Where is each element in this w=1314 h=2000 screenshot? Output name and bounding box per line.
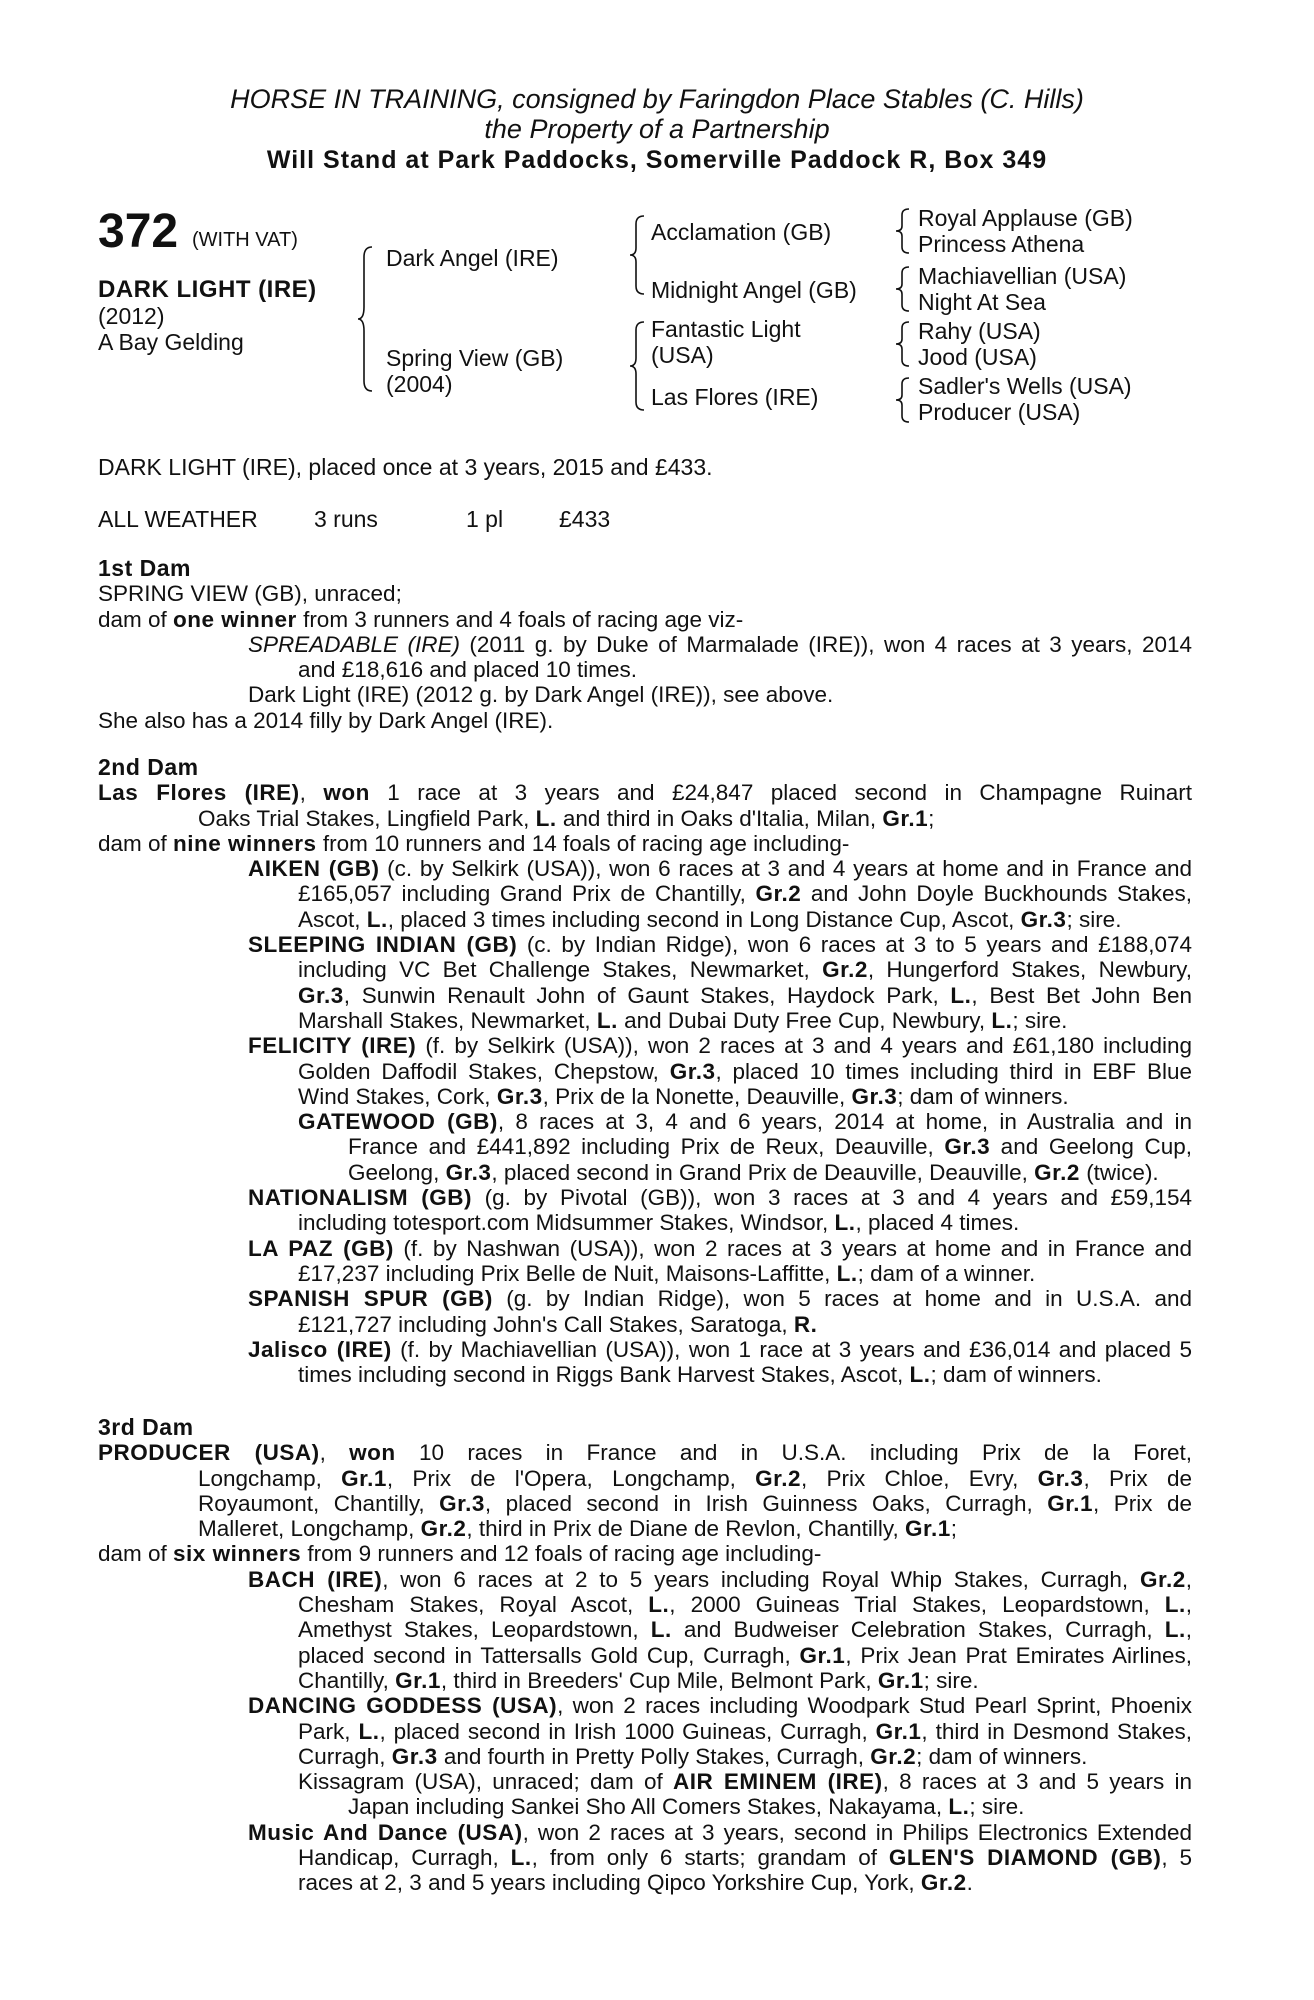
- second-dam-line: [98, 957, 1192, 982]
- third-dam-text-run: placed second in Tattersalls Gold Cup, Curragh,: [298, 1642, 800, 1668]
- second-dam-text-run: SPANISH SPUR (GB): [248, 1286, 493, 1312]
- pedigree-brace-main: [358, 245, 380, 393]
- third-dam-heading: 3rd Dam: [98, 1414, 194, 1440]
- second-dam-text-run: Gr.3: [445, 1159, 492, 1185]
- third-dam-text-run: ; dam of winners.: [916, 1743, 1088, 1769]
- third-dam-text-run: Gr.1: [877, 1667, 924, 1693]
- third-dam-text-run: L.: [650, 1617, 672, 1643]
- third-dam-text-run: .: [966, 1870, 973, 1896]
- third-dam-text-run: Curragh,: [298, 1743, 392, 1769]
- consignor-line: HORSE IN TRAINING, consigned by Faringdon Place Stables (C. Hills): [230, 84, 1084, 114]
- second-dam-line: [98, 1033, 1192, 1058]
- horse-description: A Bay Gelding: [98, 329, 244, 355]
- first-dam-line: [98, 607, 1192, 632]
- third-dam-line: [98, 1592, 1192, 1617]
- second-dam-text-run: from 10 runners and 14 foals of racing age including-: [316, 830, 850, 856]
- third-dam-line: [98, 1769, 1192, 1794]
- third-dam-text-run: ; sire.: [969, 1794, 1025, 1820]
- second-dam-text-run: ; sire.: [1012, 1007, 1068, 1033]
- third-dam-text-run: DANCING GODDESS (USA): [248, 1693, 558, 1719]
- third-dam-text-run: , placed second in Irish 1000 Guineas, Curragh,: [379, 1718, 876, 1744]
- pedigree-brace-gen3-4: [895, 376, 913, 424]
- third-dam-text-run: six winners: [173, 1541, 302, 1567]
- second-dam-text-run: , Hungerford Stakes, Newbury,: [867, 957, 1192, 983]
- third-dam-text-run: Gr.3: [1037, 1465, 1084, 1491]
- second-dam-text-run: Marshall Stakes, Newmarket,: [298, 1007, 597, 1033]
- third-dam-text-run: , third in Prix de Diane de Revlon, Chantilly,: [466, 1516, 905, 1542]
- third-dam-text-run: , Prix Chloe, Evry,: [800, 1465, 1038, 1491]
- third-dam-text-run: , Prix de: [1093, 1490, 1192, 1516]
- third-dam-text-run: and Budweiser Celebration Stakes, Curragh,: [671, 1617, 1165, 1643]
- second-dam-text-run: Gr.3: [298, 982, 344, 1008]
- second-dam-text-run: (f. by Selkirk (USA)), won 2 races at 3 and 4 years and £61,180 including: [416, 1033, 1192, 1059]
- third-dam-text-run: Gr.2: [1139, 1566, 1186, 1592]
- dam-name: Spring View (GB): [386, 345, 564, 371]
- third-dam-text-run: ,: [1185, 1592, 1192, 1618]
- second-dam-text-run: ; dam of winners.: [897, 1083, 1069, 1109]
- third-dam-section: [98, 1415, 1192, 1896]
- third-dam-line: [98, 1845, 1192, 1870]
- third-dam-text-run: Malleret, Longchamp,: [198, 1516, 421, 1542]
- gen3-ds-sire: Rahy (USA): [918, 318, 1041, 344]
- second-dam-text-run: and third in Oaks d'Italia, Milan,: [556, 805, 883, 831]
- first-dam-text-run: (2011 g. by Duke of Marmalade (IRE)), won 4 races at 3 years, 2014: [460, 631, 1192, 657]
- second-dam-text-run: (c. by Indian Ridge), won 6 races at 3 to 5 years and £188,074: [517, 932, 1192, 958]
- sire-sire-name: Acclamation (GB): [651, 219, 832, 245]
- third-dam-text-run: GLEN'S DIAMOND (GB): [888, 1845, 1162, 1871]
- third-dam-text-run: , from only 6 starts; grandam of: [531, 1845, 889, 1871]
- second-dam-text-run: ;: [928, 805, 935, 831]
- second-dam-text-run: SLEEPING INDIAN (GB): [248, 932, 518, 958]
- second-dam-text-run: , Sunwin Renault John of Gaunt Stakes, Haydock Park,: [343, 982, 951, 1008]
- second-dam-text-run: £121,727 including John's Call Stakes, Saratoga,: [298, 1311, 794, 1337]
- pedigree-brace-dam: [630, 320, 650, 412]
- second-dam-text-run: , Prix de la Nonette, Deauville,: [542, 1083, 852, 1109]
- second-dam-text-run: ; dam of a winner.: [857, 1260, 1036, 1286]
- third-dam-line: [98, 1719, 1192, 1744]
- third-dam-text-run: PRODUCER (USA): [98, 1440, 320, 1466]
- pedigree-brace-gen3-2: [895, 265, 913, 313]
- record-runs: 3 runs: [314, 506, 378, 532]
- second-dam-text-run: , 8 races at 3, 4 and 6 years, 2014 at home, in Australia and in: [497, 1109, 1192, 1135]
- second-dam-text-run: Gr.1: [882, 805, 929, 831]
- stable-location-line: Will Stand at Park Paddocks, Somerville Paddock R, Box 349: [266, 146, 1048, 174]
- second-dam-text-run: Gr.2: [822, 957, 868, 983]
- second-dam-line: [98, 806, 1192, 831]
- second-dam-text-run: Oaks Trial Stakes, Lingfield Park,: [198, 805, 536, 831]
- third-dam-text-run: Japan including Sankei Sho All Comers Stakes, Nakayama,: [348, 1794, 949, 1820]
- second-dam-text-run: and John Doyle Buckhounds Stakes,: [801, 881, 1192, 907]
- third-dam-text-run: Gr.1: [395, 1667, 441, 1693]
- first-dam-text-run: SPRING VIEW (GB), unraced;: [98, 581, 402, 607]
- second-dam-line: [98, 1261, 1192, 1286]
- first-dam-text-run: dam of: [98, 606, 174, 632]
- second-dam-heading: 2nd Dam: [98, 754, 199, 780]
- second-dam-text-run: Golden Daffodil Stakes, Chepstow,: [298, 1058, 670, 1084]
- second-dam-line: [98, 1160, 1192, 1185]
- third-dam-text-run: races at 2, 3 and 5 years including Qipco Yorkshire Cup, York,: [298, 1870, 921, 1896]
- first-dam-text-run: one winner: [173, 606, 297, 632]
- first-dam-line: [98, 708, 1192, 733]
- second-dam-text-run: dam of: [98, 830, 174, 856]
- third-dam-text-run: Kissagram (USA), unraced; dam of: [298, 1769, 673, 1795]
- third-dam-text-run: L.: [648, 1592, 670, 1618]
- second-dam-text-run: L.: [950, 982, 972, 1008]
- third-dam-text-run: Gr.3: [439, 1490, 485, 1516]
- third-dam-line: [98, 1541, 1192, 1566]
- second-dam-line: [98, 1236, 1192, 1261]
- third-dam-text-run: L.: [1164, 1617, 1186, 1643]
- second-dam-line: [98, 1185, 1192, 1210]
- third-dam-text-run: Chesham Stakes, Royal Ascot,: [298, 1592, 649, 1618]
- second-dam-text-run: (g. by Pivotal (GB)), won 3 races at 3 and 4 years and £59,154: [471, 1185, 1192, 1211]
- second-dam-text-run: , placed second in Grand Prix de Deauville, Deauville,: [491, 1159, 1035, 1185]
- first-dam-line: [98, 657, 1192, 682]
- third-dam-line: [98, 1820, 1192, 1845]
- second-dam-text-run: (g. by Indian Ridge), won 5 races at home and in U.S.A. and: [492, 1286, 1192, 1312]
- second-dam-text-run: (c. by Selkirk (USA)), won 6 races at 3 and 4 years at home and in France and: [379, 856, 1192, 882]
- second-dam-line: [98, 1059, 1192, 1084]
- second-dam-text-run: ; sire.: [1066, 906, 1122, 932]
- second-dam-text-run: Gr.3: [944, 1134, 991, 1160]
- third-dam-text-run: Music And Dance (USA): [248, 1819, 523, 1845]
- first-dam-text-run: from 3 runners and 4 foals of racing age viz-: [296, 606, 744, 632]
- first-dam-text-run: and £18,616 and placed 10 times.: [298, 657, 638, 683]
- second-dam-text-run: L.: [991, 1007, 1013, 1033]
- third-dam-text-run: , Prix de l'Opera, Longchamp,: [386, 1465, 756, 1491]
- third-dam-text-run: Amethyst Stakes, Leopardstown,: [298, 1617, 651, 1643]
- second-dam-text-run: (f. by Nashwan (USA)), won 2 races at 3 years at home and in France and: [393, 1235, 1192, 1261]
- ownership-line: the Property of a Partnership: [484, 114, 830, 144]
- second-dam-text-run: France and £441,892 including Prix de Reux, Deauville,: [348, 1134, 945, 1160]
- second-dam-line: [98, 831, 1192, 856]
- second-dam-line: [98, 856, 1192, 881]
- gen3-dd-dam: Producer (USA): [918, 399, 1081, 425]
- second-dam-text-run: Gr.3: [1020, 906, 1067, 932]
- second-dam-text-run: £17,237 including Prix Belle de Nuit, Maisons-Laffitte,: [298, 1260, 837, 1286]
- third-dam-line: [98, 1617, 1192, 1642]
- second-dam-line: [98, 1337, 1192, 1362]
- third-dam-text-run: , Prix de: [1083, 1465, 1192, 1491]
- third-dam-text-run: ;: [950, 1516, 957, 1542]
- gen3-sd-sire: Machiavellian (USA): [918, 263, 1127, 289]
- second-dam-text-run: L.: [836, 1260, 858, 1286]
- second-dam-text-run: FELICITY (IRE): [248, 1033, 417, 1059]
- third-dam-text-run: dam of: [98, 1541, 174, 1567]
- third-dam-line: [98, 1668, 1192, 1693]
- third-dam-text-run: L.: [510, 1845, 532, 1871]
- sire-dam-name: Midnight Angel (GB): [651, 277, 857, 303]
- third-dam-text-run: Chantilly,: [298, 1667, 396, 1693]
- dam-year: (2004): [386, 371, 453, 397]
- third-dam-text-run: , won 2 races including Woodpark Stud Pearl Sprint, Phoenix: [557, 1693, 1192, 1719]
- gen3-ds-dam: Jood (USA): [918, 344, 1037, 370]
- second-dam-text-run: , placed 10 times including third in EBF Blue: [715, 1058, 1192, 1084]
- third-dam-line: [98, 1870, 1192, 1895]
- second-dam-text-run: , Best Bet John Ben: [971, 982, 1192, 1008]
- third-dam-line: [98, 1516, 1192, 1541]
- gen3-sd-dam: Night At Sea: [918, 289, 1046, 315]
- second-dam-text-run: (f. by Machiavellian (USA)), won 1 race at 3 years and £36,014 and placed 5: [391, 1336, 1192, 1362]
- third-dam-text-run: L.: [948, 1794, 970, 1820]
- second-dam-text-run: Wind Stakes, Cork,: [298, 1083, 497, 1109]
- second-dam-line: [98, 1210, 1192, 1235]
- third-dam-text-run: and fourth in Pretty Polly Stakes, Curragh,: [437, 1743, 871, 1769]
- second-dam-text-run: won: [323, 780, 370, 806]
- second-dam-text-run: (twice).: [1079, 1159, 1159, 1185]
- gen3-ss-sire: Royal Applause (GB): [918, 205, 1133, 231]
- second-dam-line: [98, 983, 1192, 1008]
- record-placed: 1 pl: [466, 506, 504, 532]
- third-dam-text-run: , third in Breeders' Cup Mile, Belmont Park,: [440, 1667, 878, 1693]
- dam-sire-name: Fantastic Light: [651, 316, 801, 342]
- third-dam-text-run: Royaumont, Chantilly,: [198, 1490, 440, 1516]
- third-dam-text-run: from 9 runners and 12 foals of racing age including-: [301, 1541, 822, 1567]
- third-dam-text-run: , third in Desmond Stakes,: [921, 1718, 1192, 1744]
- third-dam-line: [98, 1794, 1192, 1819]
- second-dam-text-run: LA PAZ (GB): [248, 1235, 394, 1261]
- second-dam-text-run: and Dubai Duty Free Cup, Newbury,: [617, 1007, 992, 1033]
- second-dam-line: [98, 907, 1192, 932]
- lot-number: 372: [98, 205, 179, 258]
- second-dam-text-run: AIKEN (GB): [248, 856, 380, 882]
- first-dam-text-run: Dark Light (IRE) (2012 g. by Dark Angel (IRE)), see above.: [248, 682, 834, 708]
- gen3-dd-sire: Sadler's Wells (USA): [918, 373, 1132, 399]
- second-dam-section: [98, 755, 1192, 1387]
- second-dam-line: [98, 1312, 1192, 1337]
- vat-note: (WITH VAT): [192, 229, 298, 251]
- first-dam-text-run: SPREADABLE (IRE): [248, 631, 460, 657]
- second-dam-line: [98, 881, 1192, 906]
- sire-name: Dark Angel (IRE): [386, 245, 559, 271]
- first-dam-line: [98, 632, 1192, 657]
- third-dam-text-run: BACH (IRE): [248, 1566, 383, 1592]
- third-dam-text-run: Gr.3: [391, 1743, 438, 1769]
- second-dam-text-run: Las Flores (IRE): [98, 780, 300, 806]
- third-dam-text-run: , Prix Jean Prat Emirates Airlines,: [845, 1642, 1192, 1668]
- third-dam-text-run: ; sire.: [923, 1667, 979, 1693]
- second-dam-text-run: ,: [299, 780, 324, 806]
- third-dam-text-run: Gr.1: [341, 1465, 387, 1491]
- second-dam-line: [98, 1362, 1192, 1387]
- second-dam-text-run: times including second in Riggs Bank Harvest Stakes, Ascot,: [298, 1362, 910, 1388]
- first-dam-line: [98, 581, 1192, 606]
- third-dam-text-run: , placed second in Irish Guinness Oaks, Curragh,: [484, 1490, 1048, 1516]
- second-dam-text-run: Gr.3: [851, 1083, 898, 1109]
- second-dam-text-run: including totesport.com Midsummer Stakes, Windsor,: [298, 1210, 835, 1236]
- third-dam-text-run: Gr.1: [1047, 1490, 1094, 1516]
- third-dam-text-run: , won 6 races at 2 to 5 years including Royal Whip Stakes, Curragh,: [382, 1566, 1140, 1592]
- first-dam-line: [98, 682, 1192, 707]
- second-dam-text-run: L.: [366, 906, 388, 932]
- record-earnings: £433: [559, 506, 611, 532]
- third-dam-text-run: , 8 races at 3 and 5 years in: [882, 1769, 1192, 1795]
- second-dam-text-run: R.: [793, 1311, 818, 1337]
- second-dam-text-run: Gr.2: [1034, 1159, 1080, 1185]
- record-surface: ALL WEATHER: [98, 506, 258, 532]
- first-dam-heading: 1st Dam: [98, 555, 191, 581]
- second-dam-text-run: Gr.3: [669, 1058, 716, 1084]
- second-dam-line: [98, 780, 1192, 805]
- third-dam-text-run: Park,: [298, 1718, 359, 1744]
- first-dam-text: [98, 581, 1192, 733]
- dam-dam-name: Las Flores (IRE): [651, 384, 819, 410]
- third-dam-text-run: won: [349, 1440, 396, 1466]
- third-dam-text-run: Gr.1: [904, 1516, 951, 1542]
- dam-sire-origin: (USA): [651, 342, 714, 368]
- third-dam-text-run: 10 races in France and in U.S.A. including Prix de la Foret,: [395, 1440, 1192, 1466]
- third-dam-text-run: AIR EMINEM (IRE): [672, 1769, 883, 1795]
- third-dam-line: [98, 1440, 1192, 1465]
- third-dam-text-run: Gr.1: [875, 1718, 922, 1744]
- second-dam-text-run: L.: [834, 1210, 856, 1236]
- second-dam-line: [98, 1084, 1192, 1109]
- second-dam-text-run: L.: [909, 1362, 931, 1388]
- second-dam-text-run: ; dam of winners.: [930, 1362, 1102, 1388]
- race-summary: DARK LIGHT (IRE), placed once at 3 years, 2015 and £433.: [98, 454, 713, 480]
- third-dam-line: [98, 1491, 1192, 1516]
- second-dam-text-run: , placed 3 times including second in Long Distance Cup, Ascot,: [387, 906, 1021, 932]
- second-dam-text-run: Ascot,: [298, 906, 367, 932]
- third-dam-text-run: , 2000 Guineas Trial Stakes, Leopardstown,: [669, 1592, 1165, 1618]
- horse-foaling-year: (2012): [98, 303, 165, 329]
- second-dam-text-run: L.: [596, 1007, 618, 1033]
- third-dam-text-run: , won 2 races at 3 years, second in Philips Electronics Extended: [522, 1819, 1192, 1845]
- third-dam-text-run: Handicap, Curragh,: [298, 1845, 511, 1871]
- third-dam-text-run: Gr.1: [799, 1642, 846, 1668]
- second-dam-line: [98, 1109, 1192, 1134]
- second-dam-line: [98, 1008, 1192, 1033]
- third-dam-text-run: Gr.2: [920, 1870, 967, 1896]
- third-dam-text: [98, 1440, 1192, 1895]
- second-dam-text-run: £165,057 including Grand Prix de Chantilly,: [298, 881, 756, 907]
- second-dam-text-run: Gr.2: [755, 881, 802, 907]
- second-dam-text-run: nine winners: [173, 830, 317, 856]
- pedigree-brace-sire: [630, 214, 650, 296]
- second-dam-text-run: Jalisco (IRE): [248, 1336, 392, 1362]
- second-dam-text-run: L.: [535, 805, 557, 831]
- second-dam-line: [98, 1134, 1192, 1159]
- second-dam-text-run: Geelong,: [348, 1159, 446, 1185]
- second-dam-text-run: , placed 4 times.: [855, 1210, 1020, 1236]
- third-dam-text-run: ,: [319, 1440, 350, 1466]
- first-dam-text-run: She also has a 2014 filly by Dark Angel (IRE).: [98, 707, 554, 733]
- third-dam-text-run: , 5: [1161, 1845, 1192, 1871]
- second-dam-line: [98, 932, 1192, 957]
- pedigree-brace-gen3-3: [895, 320, 913, 368]
- third-dam-line: [98, 1643, 1192, 1668]
- gen3-ss-dam: Princess Athena: [918, 231, 1085, 257]
- second-dam-text-run: GATEWOOD (GB): [298, 1109, 498, 1135]
- third-dam-text-run: L.: [1164, 1592, 1186, 1618]
- pedigree-brace-gen3-1: [895, 207, 913, 255]
- third-dam-text-run: ,: [1185, 1566, 1192, 1592]
- third-dam-line: [98, 1466, 1192, 1491]
- third-dam-text-run: Longchamp,: [198, 1465, 342, 1491]
- first-dam-section: [98, 556, 1192, 733]
- third-dam-text-run: L.: [358, 1718, 380, 1744]
- third-dam-line: [98, 1744, 1192, 1769]
- third-dam-line: [98, 1567, 1192, 1592]
- third-dam-text-run: ,: [1185, 1617, 1192, 1643]
- third-dam-text-run: Gr.2: [420, 1516, 467, 1542]
- second-dam-text-run: 1 race at 3 years and £24,847 placed second in Champagne Ruinart: [369, 780, 1192, 806]
- second-dam-line: [98, 1286, 1192, 1311]
- second-dam-text-run: including VC Bet Challenge Stakes, Newmarket,: [298, 957, 823, 983]
- third-dam-line: [98, 1693, 1192, 1718]
- second-dam-text: [98, 780, 1192, 1387]
- second-dam-text-run: Gr.3: [496, 1083, 543, 1109]
- second-dam-text-run: NATIONALISM (GB): [248, 1185, 472, 1211]
- third-dam-text-run: Gr.2: [755, 1465, 801, 1491]
- third-dam-text-run: Gr.2: [870, 1743, 917, 1769]
- horse-name: DARK LIGHT (IRE): [98, 276, 317, 303]
- second-dam-text-run: and Geelong Cup,: [990, 1134, 1192, 1160]
